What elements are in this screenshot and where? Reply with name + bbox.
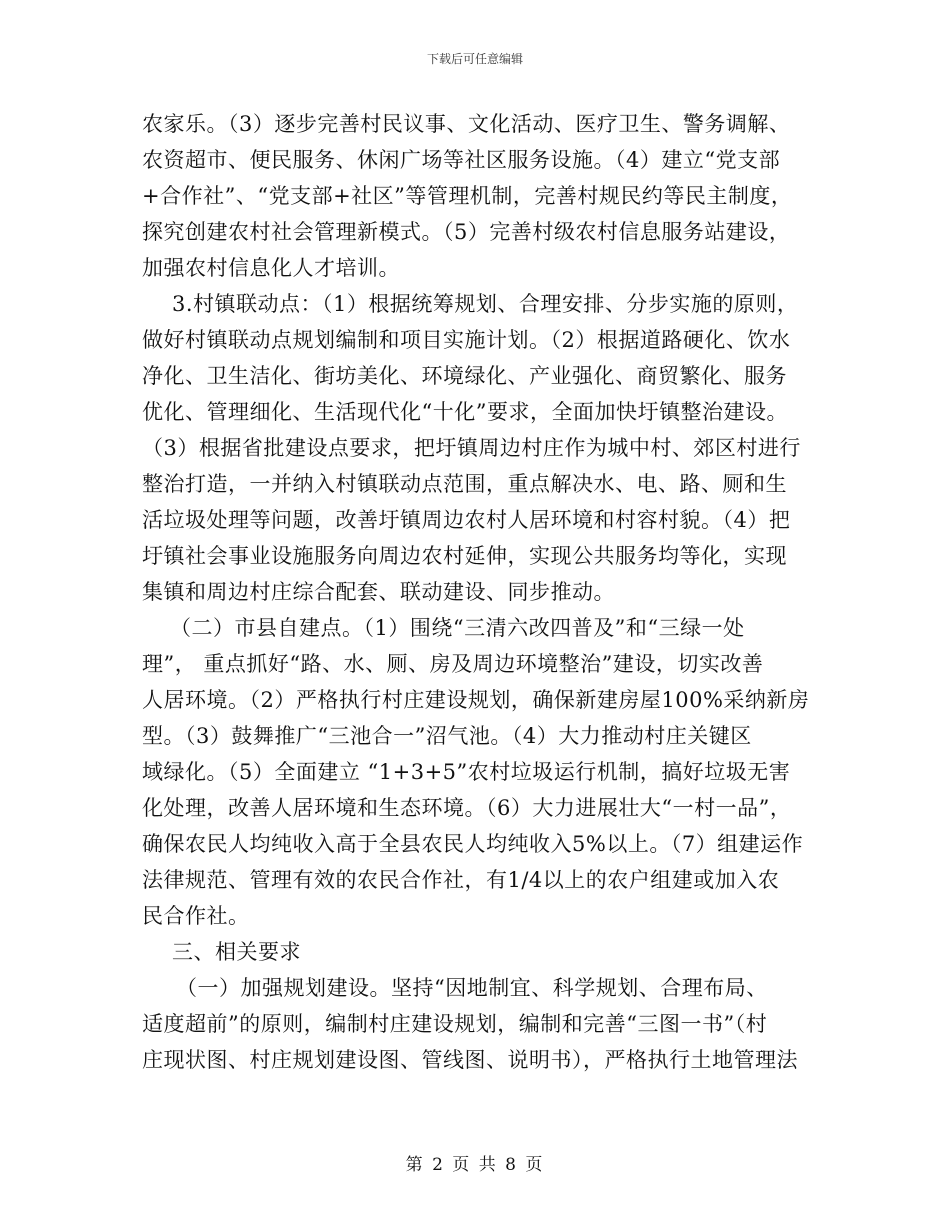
text-line: +合作社”、“党支部+社区”等管理机制，完善村规民约等民主制度， [142,184,793,208]
text-line: 农资超市、便民服务、休闲广场等社区服务设施。（4）建立“党支部 [142,148,781,172]
text-line: 3.村镇联动点：（1）根据统筹规划、合理安排、分步实施的原则， [172,292,799,316]
page-header: 下载后可任意编辑 [426,52,523,66]
text-line: 探究创建农村社会管理新模式。（5）完善村级农村信息服务站建设， [142,220,791,244]
text-line: 域绿化。（5）全面建立 “1+3+5”农村垃圾运行机制，搞好垃圾无害 [142,760,791,784]
text-line: 民合作社。 [142,904,250,928]
text-line: 确保农民人均纯收入高于全县农民人均纯收入5%以上。（7）组建运作 [142,832,804,856]
text-line: 加强农村信息化人才培训。 [142,256,400,280]
text-line: （二）市县自建点。（1）围绕“三清六改四普及”和“三绿一处 [170,616,745,640]
text-line: 圩镇社会事业设施服务向周边农村延伸，实现公共服务均等化，实现 [142,544,787,568]
page-footer: 第 2 页 共 8 页 [405,1155,545,1175]
text-line: 理”， 重点抓好“路、水、厕、房及周边环境整治”建设，切实改善 [142,652,764,676]
text-line: 法律规范、管理有效的农民合作社，有1/4以上的农户组建或加入农 [142,868,780,892]
text-line: 人居环境。（2）严格执行村庄建设规划，确保新建房屋100%采纳新房 [142,688,810,712]
text-line: （3）根据省批建设点要求，把圩镇周边村庄作为城中村、郊区村进行 [142,436,801,460]
section-heading: 三、相关要求 [172,940,301,964]
document-body [142,106,822,1078]
text-line: 整治打造，一并纳入村镇联动点范围，重点解决水、电、路、厕和生 [142,472,787,496]
text-line: 适度超前”的原则，编制村庄建设规划，编制和完善“三图一书”（村 [142,1012,768,1036]
text-line: 活垃圾处理等问题，改善圩镇周边农村人居环境和村容村貌。（4）把 [142,508,791,532]
text-line: 庄现状图、村庄规划建设图、管线图、说明书），严格执行土地管理法 [142,1048,798,1072]
text-line: 型。（3）鼓舞推广“三池合一”沼气池。（4）大力推动村庄关键区 [142,724,752,748]
text-line: 集镇和周边村庄综合配套、联动建设、同步推动。 [142,580,615,604]
text-line: 优化、管理细化、生活现代化“十化”要求，全面加快圩镇整治建设。 [142,400,788,424]
text-line: 净化、卫生洁化、街坊美化、环境绿化、产业强化、商贸繁化、服务 [142,364,787,388]
text-line: 农家乐。（3）逐步完善村民议事、文化活动、医疗卫生、警务调解、 [142,112,791,136]
text-line: （一）加强规划建设。坚持“因地制宜、科学规划、合理布局、 [176,976,768,1000]
text-line: 化处理，改善人居环境和生态环境。（6）大力进展壮大“一村一品”， [142,796,792,820]
text-line: 做好村镇联动点规划编制和项目实施计划。（2）根据道路硬化、饮水 [142,328,791,352]
